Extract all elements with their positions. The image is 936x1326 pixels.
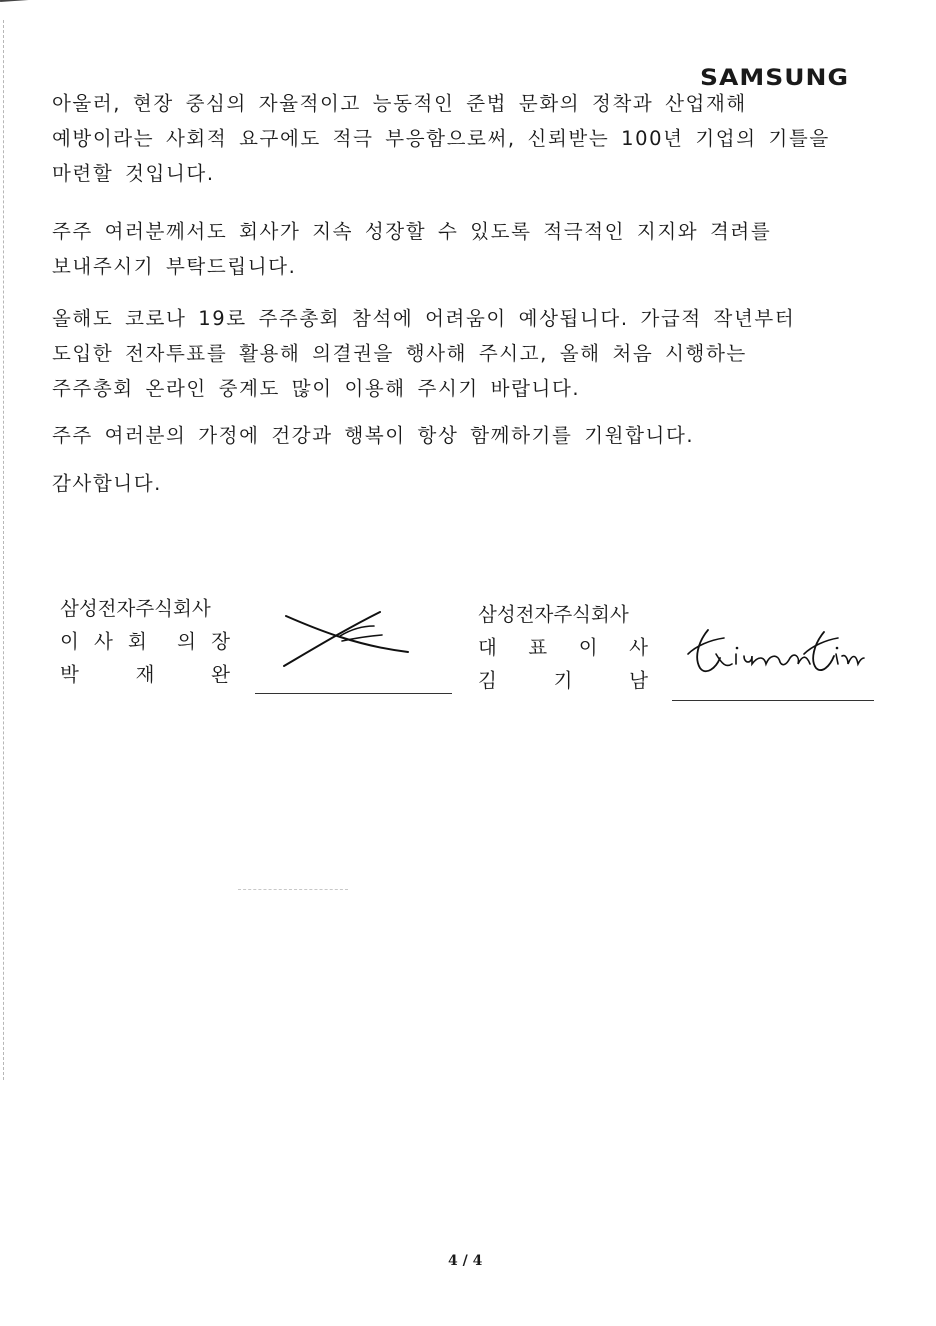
paragraph-compliance: 아울러, 현장 중심의 자율적이고 능동적인 준법 문화의 정착과 산업재해 예방이라는 사회적 요구에도 적극 부응함으로써, 신뢰받는 100년 기업의 기틀을 마련할 것입니다. <box>52 92 830 185</box>
signatory-title <box>478 631 648 664</box>
signature-kim <box>686 624 866 684</box>
signature-line-ceo <box>672 700 874 701</box>
signatory-name-char: 남 <box>629 669 648 692</box>
signatory-title-char: 의 <box>177 630 196 653</box>
signatory-name-char: 박 <box>60 663 79 686</box>
signatory-ceo <box>478 598 648 697</box>
samsung-logo: SAMSUNG <box>700 64 849 91</box>
scan-edge-top <box>0 0 47 10</box>
signatory-name <box>60 658 230 691</box>
signatory-name-char: 기 <box>553 669 573 692</box>
signatory-title-char: 표 <box>528 636 548 659</box>
signatory-company: 삼성전자주식회사 <box>60 597 211 620</box>
signature-park-strokes <box>278 608 418 674</box>
signatory-name <box>478 664 648 697</box>
signatory-title-char: 장 <box>211 630 230 653</box>
signatory-title-char: 회 <box>128 630 147 653</box>
signature-kim-strokes <box>686 624 866 680</box>
signatory-title-char: 이 <box>578 636 598 659</box>
signatory-title <box>60 625 230 658</box>
signature-line-chairman <box>255 693 452 694</box>
signatory-chairman <box>60 592 230 691</box>
signatory-title-char: 대 <box>478 636 497 659</box>
paragraph-support-request: 주주 여러분께서도 회사가 지속 성장할 수 있도록 적극적인 지지와 격려를 보내주시기 부탁드립니다. <box>52 220 772 278</box>
paragraph-thanks: 감사합니다. <box>52 472 162 495</box>
signatory-title-char: 사 <box>94 630 113 653</box>
scan-edge-left <box>3 20 4 1080</box>
signatory-title-char: 이 <box>60 630 79 653</box>
paragraph-wishes: 주주 여러분의 가정에 건강과 행복이 항상 함께하기를 기원합니다. <box>52 424 695 447</box>
signatory-name-char: 완 <box>211 663 230 686</box>
page-number: 4 / 4 <box>448 1253 483 1269</box>
signatory-name-char: 재 <box>135 663 155 686</box>
paragraph-covid-notice: 올해도 코로나 19로 주주총회 참석에 어려움이 예상됩니다. 가급적 작년부터 도입한 전자투표를 활용해 의결권을 행사해 주시고, 올해 처음 시행하는 주주총회 온라인 중계도 많이 이용해 주시기 바랍니다. <box>52 307 796 400</box>
signatory-title-char: 사 <box>629 636 648 659</box>
signatory-name-char: 김 <box>478 669 497 692</box>
signature-park <box>278 608 418 678</box>
scan-smudge <box>238 889 348 890</box>
signatory-company: 삼성전자주식회사 <box>478 603 629 626</box>
